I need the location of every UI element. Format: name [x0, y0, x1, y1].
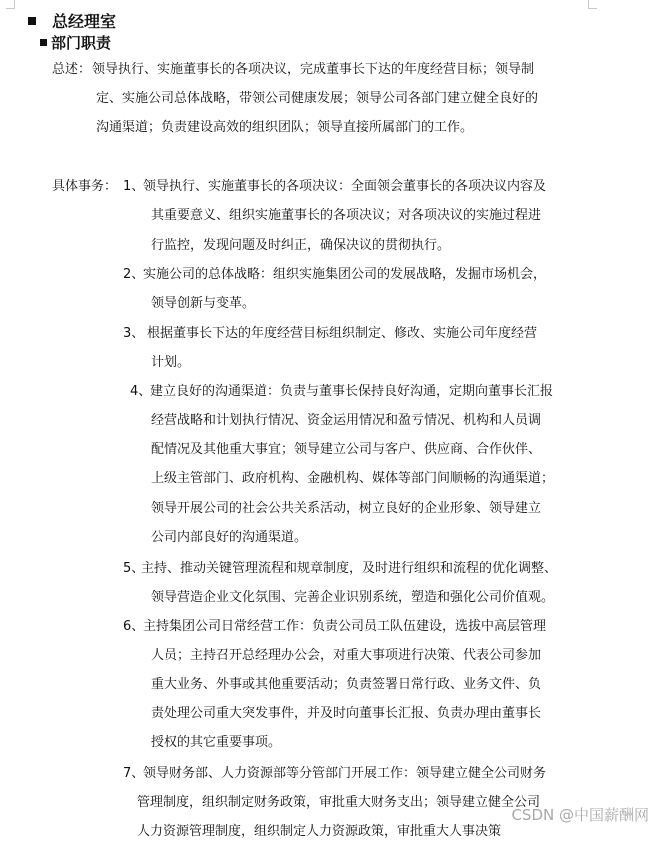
duty-number: 7、	[123, 766, 145, 781]
heading-level2	[40, 32, 111, 53]
duty-number: 1、	[123, 179, 145, 194]
duty-number: 5、	[123, 561, 145, 576]
heading-level1-text: 总经理室	[52, 12, 117, 31]
duty-line: 上级主管部门、政府机构、金融机构、媒体等部门间顺畅的沟通渠道；	[151, 471, 555, 486]
duty-number: 2、	[123, 267, 145, 282]
duty-line: 其重要意义、组织实施董事长的各项决议；对各项决议的实施过程进	[151, 208, 542, 223]
duty-number: 6、	[123, 619, 145, 634]
page-corner-mark-left	[6, 0, 15, 9]
duty-line: 责处理公司重大突发事件，并及时向董事长汇报、负责办理由董事长	[151, 706, 542, 721]
duties-label: 具体事务：	[52, 179, 118, 194]
duty-line: 行监控，发现问题及时纠正，确保决议的贯彻执行。	[151, 238, 451, 253]
duty-line: 计划。	[151, 355, 191, 370]
summary-line: 沟通渠道；负责建设高效的组织团队；领导直接所属部门的工作。	[96, 120, 474, 135]
duty-line: 领导开展公司的社会公共关系活动，树立良好的企业形象、领导建立	[151, 501, 542, 516]
page-corner-mark-right	[588, 0, 597, 9]
duty-line: 实施公司的总体战略：组织实施集团公司的发展战略，发掘市场机会，	[143, 267, 547, 282]
duty-line: 领导执行、实施董事长的各项决议：全面领会董事长的各项决议内容及	[143, 179, 547, 194]
duty-number: 4、	[130, 384, 152, 399]
duty-line: 公司内部良好的沟通渠道。	[151, 530, 308, 545]
duty-line: 领导创新与变革。	[151, 296, 256, 311]
duty-line: 建立良好的沟通渠道：负责与董事长保持良好沟通，定期向董事长汇报	[150, 384, 554, 399]
duty-line: 人力资源管理制度，组织制定人力资源政策，审批重大人事决策	[137, 824, 502, 839]
duty-line: 主持集团公司日常经营工作：负责公司员工队伍建设，选拔中高层管理	[143, 619, 547, 634]
duty-line: 管理制度，组织制定财务政策，审批重大财务支出；领导建立健全公司	[137, 795, 541, 810]
duty-line: 领导财务部、人力资源部等分管部门开展工作：领导建立健全公司财务	[143, 766, 547, 781]
duty-line: 授权的其它重要事项。	[151, 735, 282, 750]
duty-line: 配情况及其他重大事宜；领导建立公司与客户、供应商、合作伙伴、	[151, 442, 542, 457]
heading-level2-text: 部门职责	[51, 34, 112, 52]
duty-line: 重大业务、外事或其他重要活动；负责签署日常行政、业务文件、负	[151, 677, 542, 692]
duty-line: 领导营造企业文化氛围、完善企业识别系统，塑造和强化公司价值观。	[151, 590, 555, 605]
heading-level1	[28, 9, 116, 32]
duty-number: 3、	[123, 326, 145, 341]
square-bullet-icon	[28, 17, 36, 25]
csdn-watermark: CSDN @中国薪酬网	[511, 806, 649, 824]
duty-line: 经营战略和计划执行情况、资金运用情况和盈亏情况、机构和人员调	[151, 413, 542, 428]
summary-label: 总述：	[52, 62, 92, 77]
duty-line: 人员；主持召开总经理办公会，对重大事项进行决策、代表公司参加	[151, 648, 542, 663]
summary-line: 定、实施公司总体战略，带领公司健康发展；领导公司各部门建立健全良好的	[96, 91, 539, 106]
summary-line: 领导执行、实施董事长的各项决议，完成董事长下达的年度经营目标；领导制	[92, 62, 535, 77]
duty-line: 根据董事长下达的年度经营目标组织制定、修改、实施公司年度经营	[147, 326, 538, 341]
duty-line: 主持、推动关键管理流程和规章制度，及时进行组织和流程的优化调整、	[141, 561, 558, 576]
square-bullet-icon	[40, 39, 47, 46]
